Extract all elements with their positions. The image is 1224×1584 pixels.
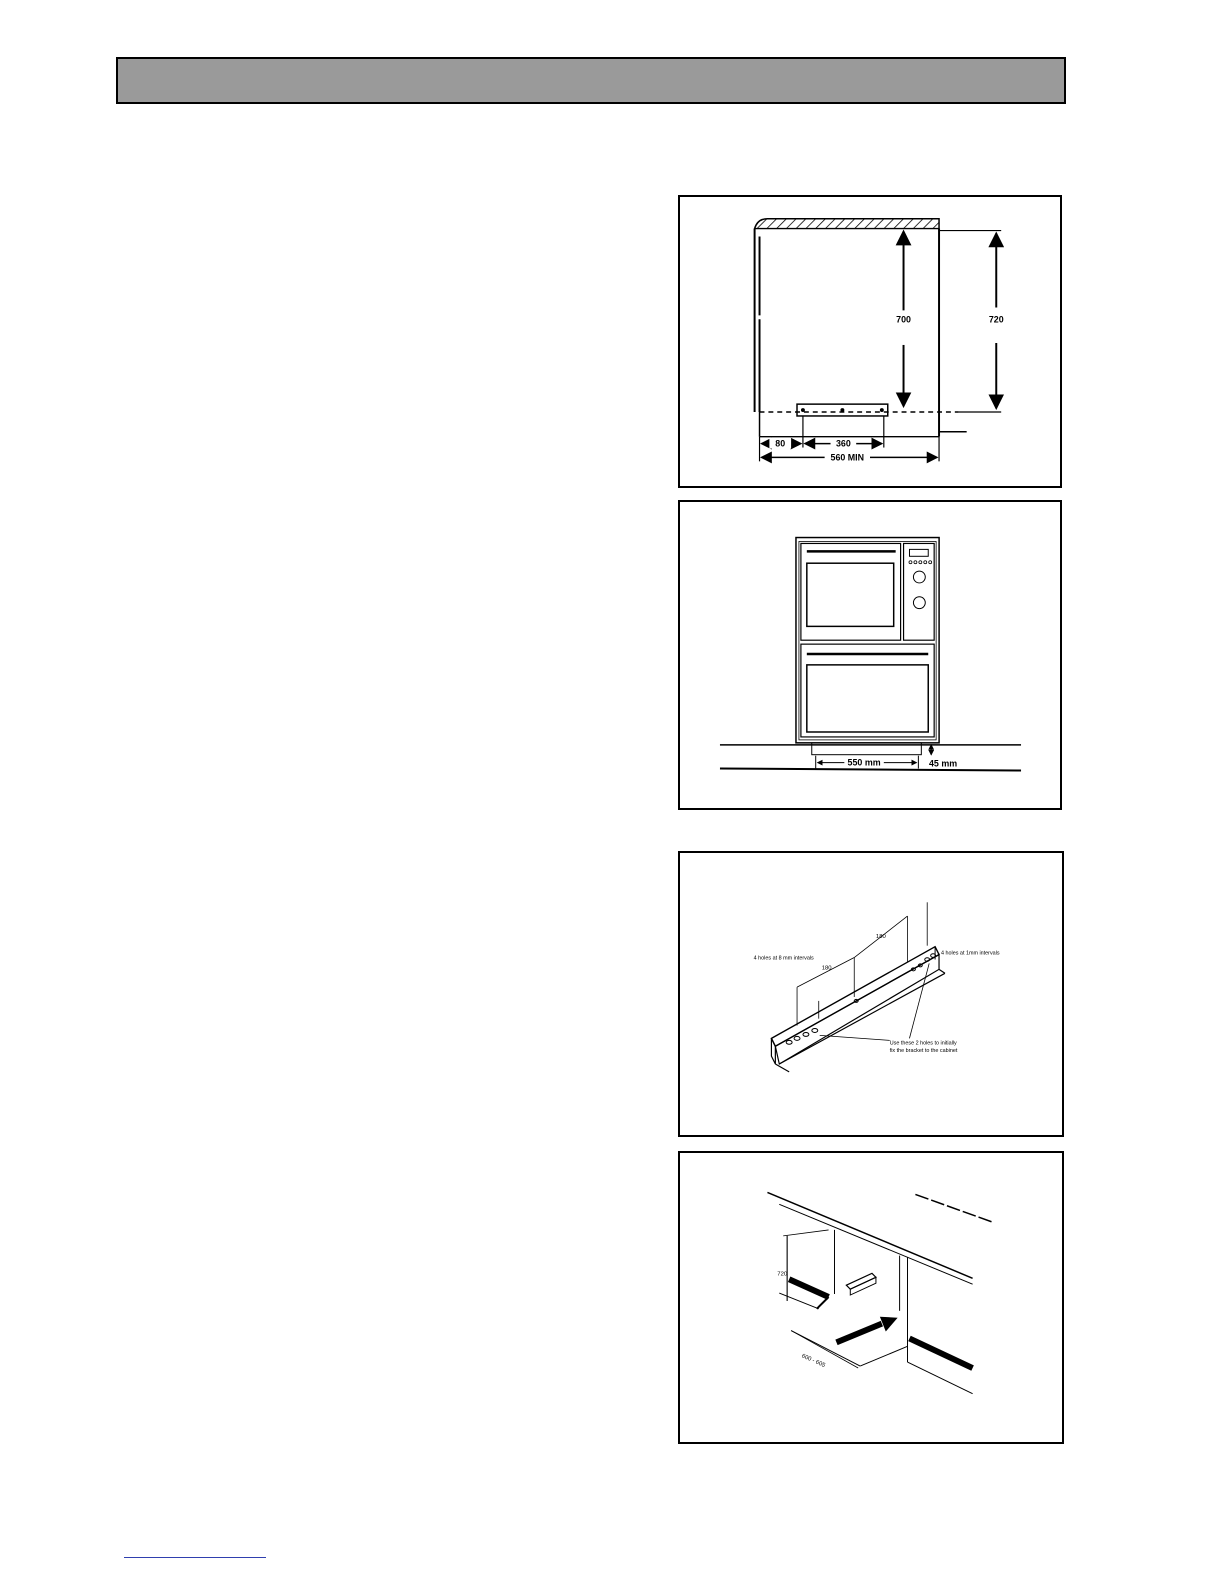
dim-360-label: 360: [835, 438, 851, 449]
bracket-note-line2: fix the bracket to the cabinet: [889, 1048, 958, 1055]
dim-560-label: 560 MIN: [830, 452, 865, 463]
dim-600-605-label: 600 - 605: [800, 1353, 826, 1370]
dim-720-label: 720: [988, 314, 1004, 325]
dim-180-left-label: 180: [821, 965, 832, 972]
holes-8mm-label: 4 holes at 8 mm intervals: [753, 955, 814, 962]
dim-80-label: 80: [775, 438, 786, 449]
holes-1mm-label: 4 holes at 1mm intervals: [941, 950, 1000, 957]
oven-front-diagram: [680, 502, 1060, 808]
cabinet-dimensions-diagram: [680, 197, 1060, 486]
figure-bracket-detail: [678, 851, 1064, 1137]
footer-link-underline: [124, 1557, 266, 1558]
bracket-detail-diagram: [680, 853, 1062, 1135]
figure-oven-front: [678, 500, 1062, 810]
section-header-bar: [116, 57, 1066, 104]
dim-45mm-label: 45 mm: [928, 758, 958, 769]
dim-720-label: 720: [777, 1271, 788, 1278]
figure-cabinet-dimensions: [678, 195, 1062, 488]
dim-550mm-label: 550 mm: [847, 757, 881, 768]
figure-cabinet-installation: [678, 1151, 1064, 1444]
cabinet-installation-diagram: [680, 1153, 1062, 1442]
dim-180-top-label: 180: [875, 933, 886, 940]
dim-700-label: 700: [896, 314, 911, 325]
bracket-note-line1: Use these 2 holes to initially: [889, 1040, 957, 1047]
